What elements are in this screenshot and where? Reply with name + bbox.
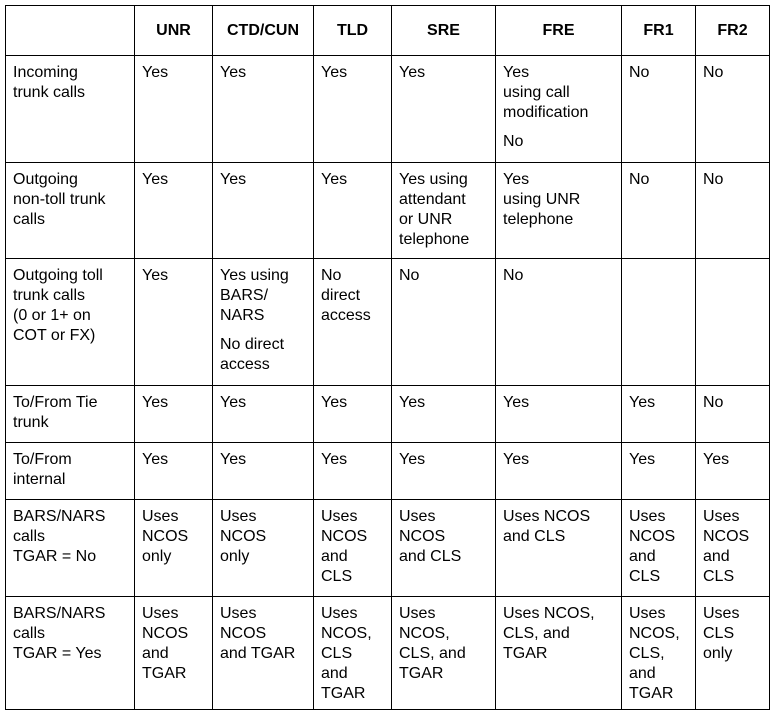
table-cell — [622, 386, 696, 443]
table-row — [6, 500, 770, 597]
cell-text: Uses NCOS only — [220, 508, 267, 565]
table-cell — [622, 259, 696, 386]
row-label-text: BARS/NARS calls TGAR = No — [13, 508, 106, 565]
cell-text: Yes — [703, 451, 730, 468]
cell-text: Yes using attendant or UNR telephone — [399, 171, 470, 248]
table-row — [6, 163, 770, 259]
row-label-text: Outgoing non-toll trunk calls — [13, 171, 106, 228]
cell-text: Yes — [321, 171, 348, 188]
row-label — [6, 259, 135, 386]
cell-text: Uses NCOS and CLS — [703, 508, 750, 585]
cell-text: Yes — [321, 394, 348, 411]
column-header: FR1 — [622, 6, 696, 56]
cell-text: Yes — [142, 64, 169, 81]
column-header: TLD — [314, 6, 392, 56]
table-cell — [496, 443, 622, 500]
cell-text: Yes — [142, 267, 169, 284]
table-cell — [392, 500, 496, 597]
table-cell — [392, 386, 496, 443]
row-label-text: BARS/NARS calls TGAR = Yes — [13, 605, 106, 662]
table-cell — [314, 597, 392, 710]
table-cell — [392, 163, 496, 259]
cell-text: Uses NCOS, CLS, and TGAR — [629, 605, 680, 702]
row-label — [6, 386, 135, 443]
table-cell — [392, 259, 496, 386]
column-header: FR2 — [696, 6, 770, 56]
table-cell — [696, 597, 770, 710]
cell-text: No — [703, 171, 724, 188]
table-cell — [392, 56, 496, 163]
table-row — [6, 56, 770, 163]
cell-text: Yes — [220, 171, 247, 188]
cell-text: Uses NCOS and CLS — [503, 508, 591, 545]
table-cell — [135, 386, 213, 443]
table-cell — [622, 163, 696, 259]
table-cell — [496, 597, 622, 710]
cell-text: Yes — [321, 64, 348, 81]
cell-text: Uses NCOS and TGAR — [220, 605, 296, 662]
table-cell — [696, 163, 770, 259]
cell-text: No — [703, 64, 724, 81]
table-cell — [135, 56, 213, 163]
column-header: UNR — [135, 6, 213, 56]
table-cell — [496, 259, 622, 386]
cell-text: Yes — [399, 394, 426, 411]
column-header: FRE — [496, 6, 622, 56]
table-cell — [622, 597, 696, 710]
row-label-text: Outgoing toll trunk calls (0 or 1+ on COT or FX) — [13, 267, 103, 344]
table-cell — [135, 163, 213, 259]
table-cell — [392, 443, 496, 500]
table-cell — [392, 597, 496, 710]
table-cell — [696, 56, 770, 163]
cell-text: Yes using BARS/ NARS — [220, 267, 289, 324]
cell-text: No — [629, 171, 650, 188]
table-cell — [314, 259, 392, 386]
cell-text: Yes — [142, 171, 169, 188]
table-cell — [135, 443, 213, 500]
cell-text: Yes — [220, 451, 247, 468]
table-cell — [696, 386, 770, 443]
table-cell — [696, 259, 770, 386]
cell-text: Yes — [399, 64, 426, 81]
cell-text: Yes — [503, 451, 530, 468]
header-corner — [6, 6, 135, 56]
cell-text: Uses NCOS and CLS — [629, 508, 676, 585]
table-cell — [314, 500, 392, 597]
cell-text: Yes — [503, 394, 530, 411]
table-wrapper — [5, 5, 770, 710]
column-header: SRE — [392, 6, 496, 56]
table-cell — [213, 163, 314, 259]
cell-text: Uses NCOS, CLS, and TGAR — [503, 605, 595, 662]
cell-text: Yes — [399, 451, 426, 468]
cell-text: Yes using UNR telephone — [503, 171, 581, 228]
row-label — [6, 500, 135, 597]
cell-text: Yes — [142, 394, 169, 411]
table-cell — [496, 500, 622, 597]
table-cell — [314, 56, 392, 163]
row-label-text: To/From internal — [13, 451, 72, 488]
table-cell — [622, 56, 696, 163]
table-cell — [213, 443, 314, 500]
row-label — [6, 443, 135, 500]
table-cell — [213, 259, 314, 386]
cell-text: Uses NCOS and CLS — [399, 508, 462, 565]
table-row — [6, 443, 770, 500]
header-row — [6, 6, 770, 56]
table-cell — [135, 259, 213, 386]
table-cell — [622, 443, 696, 500]
cell-text: Uses NCOS and TGAR — [142, 605, 189, 682]
cell-text: Uses NCOS, CLS, and TGAR — [399, 605, 466, 682]
cell-text: Yes — [629, 451, 656, 468]
row-label — [6, 163, 135, 259]
cell-text: No direct access — [220, 336, 285, 373]
table-cell — [622, 500, 696, 597]
table-body — [6, 56, 770, 710]
cell-text: Yes — [220, 64, 247, 81]
table-cell — [696, 500, 770, 597]
table-cell — [314, 443, 392, 500]
cell-text: Yes — [142, 451, 169, 468]
cell-text: Uses NCOS, CLS and TGAR — [321, 605, 372, 702]
cell-text: Yes — [321, 451, 348, 468]
table-cell — [314, 163, 392, 259]
table-row — [6, 597, 770, 710]
cell-text: Yes — [629, 394, 656, 411]
cell-text: No — [703, 394, 724, 411]
cell-text: Yes — [220, 394, 247, 411]
table-cell — [213, 597, 314, 710]
table-cell — [135, 597, 213, 710]
cell-text: No — [503, 133, 524, 150]
table-cell — [213, 386, 314, 443]
table-row — [6, 386, 770, 443]
table-row — [6, 259, 770, 386]
row-label-text: To/From Tie trunk — [13, 394, 98, 431]
table-cell — [213, 500, 314, 597]
class-of-service-table — [5, 5, 770, 710]
row-label — [6, 597, 135, 710]
cell-text: Uses CLS only — [703, 605, 740, 662]
table-cell — [314, 386, 392, 443]
table-cell — [696, 443, 770, 500]
row-label — [6, 56, 135, 163]
cell-text: No direct access — [321, 267, 371, 324]
cell-text: No — [503, 267, 524, 284]
cell-text: Uses NCOS only — [142, 508, 189, 565]
table-cell — [213, 56, 314, 163]
column-header: CTD/CUN — [213, 6, 314, 56]
cell-text: Yes using call modification — [503, 64, 589, 121]
cell-text: No — [399, 267, 420, 284]
table-cell — [496, 163, 622, 259]
table-cell — [496, 56, 622, 163]
cell-text: No — [629, 64, 650, 81]
table-cell — [135, 500, 213, 597]
row-label-text: Incoming trunk calls — [13, 64, 86, 101]
table-cell — [496, 386, 622, 443]
cell-text: Uses NCOS and CLS — [321, 508, 368, 585]
